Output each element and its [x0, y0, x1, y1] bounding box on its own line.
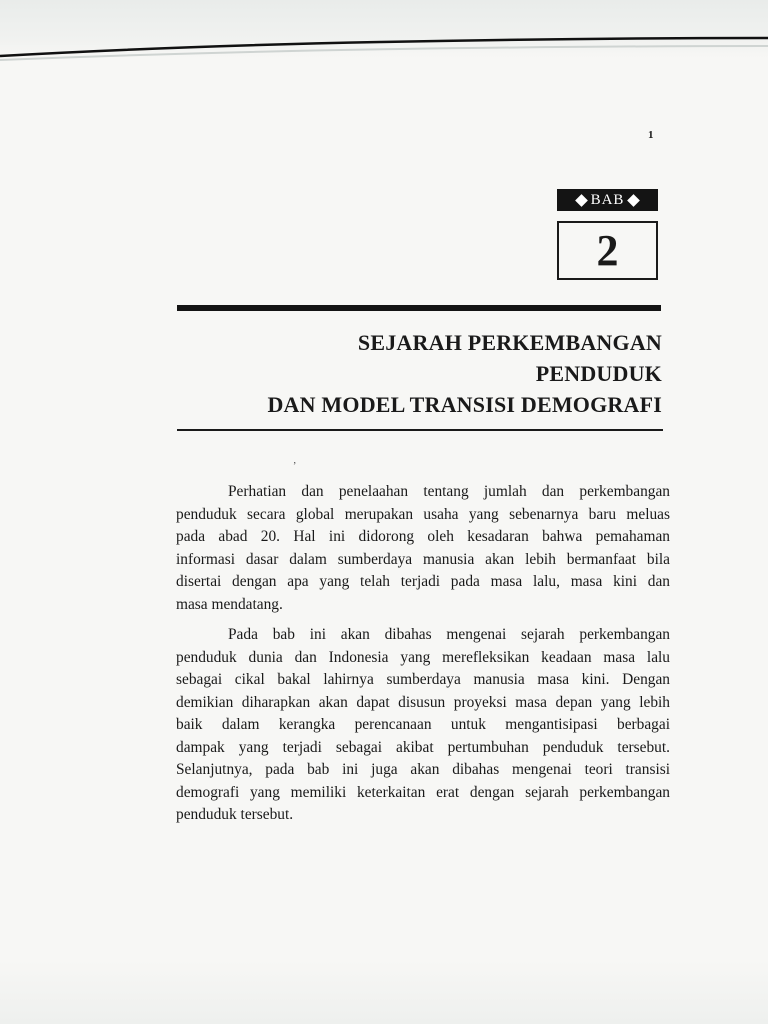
paragraph: [176, 481, 670, 616]
title-line: SEJARAH PERKEMBANGAN: [357, 330, 662, 355]
text-line: disertai dengan apa yang telah terjadi pada masa lalu, masa kini dan: [176, 573, 670, 590]
text-line: sebagai cikal bakal lahirnya sumberdaya manusia masa kini. Dengan: [176, 671, 670, 688]
diamond-left-icon: [575, 194, 588, 207]
paragraph: [176, 624, 670, 827]
diamond-right-icon: [628, 194, 641, 207]
body-text: [176, 481, 670, 827]
paragraph-gap: [176, 616, 670, 624]
title-rule-top: [177, 305, 661, 311]
text-line: penduduk dunia dan Indonesia yang merefleksikan keadaan masa lalu: [176, 648, 670, 666]
text-line: informasi dasar dalam sumberdaya manusia akan lebih bermanfaat bila: [176, 550, 670, 568]
page-number: 1: [648, 129, 654, 141]
text-line: pada abad 20. Hal ini didorong oleh kesadaran bahwa pemahaman: [176, 528, 670, 545]
chapter-title: [150, 327, 662, 420]
chapter-number: 2: [557, 221, 658, 280]
text-line: Pada bab ini akan dibahas mengenai sejarah perkembangan: [228, 626, 670, 643]
title-line: PENDUDUK: [535, 361, 662, 386]
chapter-label: [557, 189, 658, 211]
scan-paper-edge: [0, 30, 768, 70]
text-line: Selanjutnya, pada bab ini juga akan dibahas mengenai teori transisi: [176, 761, 670, 778]
scan-bottom-shadow: [0, 960, 768, 1024]
text-line: masa mendatang.: [176, 595, 283, 613]
title-rule-bottom: [177, 429, 663, 431]
text-line: demografi yang memiliki keterkaitan erat dengan sejarah perkembangan: [176, 783, 670, 801]
text-line: dampak yang terjadi sebagai akibat pertumbuhan penduduk tersebut.: [176, 738, 670, 756]
text-line: penduduk secara global merupakan usaha yang sebenarnya baru meluas: [176, 505, 670, 523]
chapter-label-text: BAB: [590, 191, 625, 208]
text-line: demikian diharapkan akan dapat disusun proyeksi masa depan yang lebih: [176, 693, 670, 711]
title-line: DAN MODEL TRANSISI DEMOGRAFI: [267, 392, 662, 417]
text-line: baik dalam kerangka perencanaan untuk mengantisipasi berbagai: [176, 716, 670, 733]
text-line: penduduk tersebut.: [176, 806, 294, 823]
text-line: Perhatian dan penelaahan tentang jumlah dan perkembangan: [228, 483, 670, 500]
stray-mark: ʼ: [293, 461, 297, 472]
